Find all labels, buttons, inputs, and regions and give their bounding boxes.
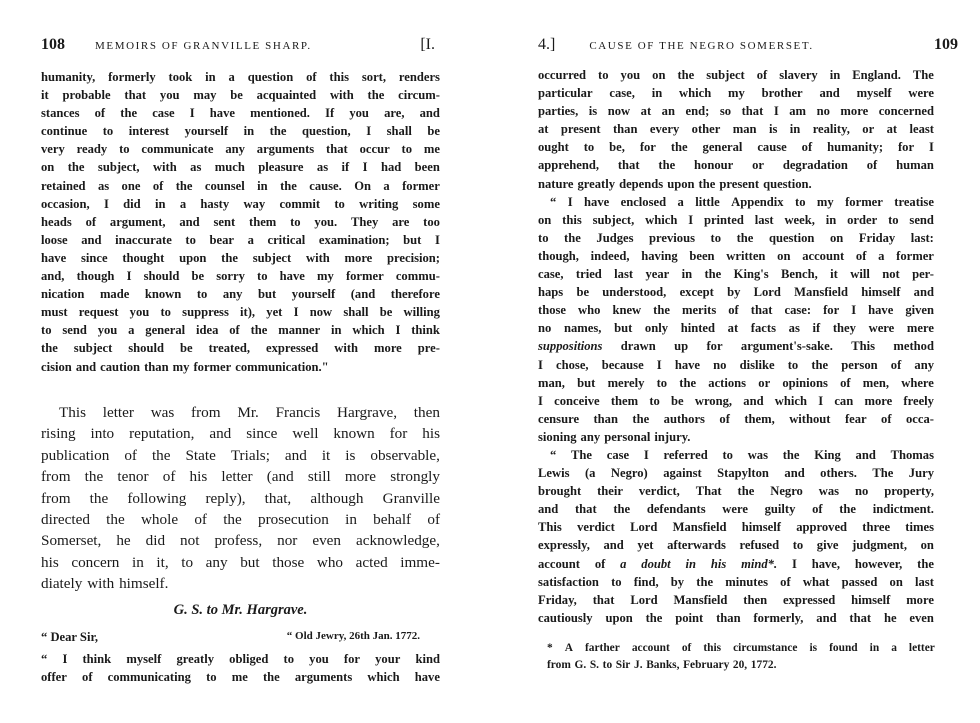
text-line: apprehend, that the honour or degradation of human (538, 158, 934, 173)
text-line: directed the whole of the prosecution in behalf of (41, 511, 440, 529)
right-page (490, 0, 980, 723)
text-line: “ I think myself greatly obliged to you for your kind (41, 652, 440, 666)
page-number: 108 (41, 36, 65, 53)
text-line: This letter was from Mr. Francis Hargrave, then (59, 404, 440, 421)
text-line: Somerset, he did not profess, nor even acknowledge, (41, 532, 440, 550)
text-line: expressly, and yet afterwards refused to give judgment, on (538, 538, 934, 553)
letter-heading: G. S. to Mr. Hargrave. (173, 602, 308, 618)
running-head-left (41, 36, 441, 60)
text-line: very ready to communicate any arguments that occur to me (41, 142, 440, 157)
footnote (547, 640, 935, 674)
text-line: from the tenor of his letter (and still more strongly (41, 468, 440, 486)
text-line: offer of communicating to me the arguments which have (41, 670, 440, 685)
text-line: This verdict Lord Mansfield himself approved three times (538, 520, 934, 535)
running-head-right (538, 36, 958, 60)
text-line: occasion, I did in a hasty way commit to writing some (41, 196, 440, 211)
text-line: from the following reply), that, although Granville (41, 489, 440, 507)
text-line: publication of the State Trials; and it is observable, (41, 446, 440, 464)
text-line: to send you a general idea of the manner in which I think (41, 323, 440, 338)
text-line: humanity, formerly took in a question of this sort, renders (41, 70, 440, 84)
text-line: loose and inaccurate to bear a critical examination; but I (41, 232, 440, 247)
salutation-row (41, 630, 440, 645)
text-line: I conceive them to be wrong, and which I can more freely (538, 393, 934, 408)
text-line: man, but merely to the actions or opinions of men, where (538, 375, 934, 390)
narrative-paragraph (41, 402, 440, 595)
text-line: rising into reputation, and since well known for his (41, 425, 440, 443)
text-line: on the subject, with as much pleasure as if I had been (41, 160, 440, 175)
section-mark: [I. (420, 36, 435, 53)
text-line: haps be understood, except by Lord Mansfield himself and (538, 285, 934, 300)
letter-continuation (538, 66, 934, 627)
text-line: cautiously upon the point than formerly, and that he even (538, 610, 934, 625)
running-title: MEMOIRS OF GRANVILLE SHARP. (95, 40, 312, 52)
text-line: censure than the authors of them, without fear of occa- (538, 411, 934, 426)
text-line: Lewis (a Negro) against Stapylton and others. The Jury (538, 466, 934, 481)
text-line: case, tried last year in the King's Bench, it will not per- (538, 267, 934, 282)
dateline: “ Old Jewry, 26th Jan. 1772. (286, 630, 420, 642)
footnote-line: * A farther account of this circumstance is found in a letter (547, 642, 935, 654)
text-line: have since thought upon the subject with more precision; (41, 250, 440, 265)
text-line: the subject should be treated, expressed with more pre- (41, 341, 440, 356)
text-line: retained as one of the counsel in the cause. On a former (41, 178, 440, 193)
salutation: “ Dear Sir, (41, 630, 99, 644)
text-line: occurred to you on the subject of slavery in England. The (538, 68, 934, 82)
text-line: I chose, because I have no dislike to the person of any (538, 357, 934, 372)
text-line: account of a doubt in his mind*. I have, however, the (538, 556, 934, 571)
footnote-line: from G. S. to Sir J. Banks, February 20, 1772. (547, 659, 777, 671)
text-line: heads of argument, and sent them to you. They are too (41, 214, 440, 229)
text-line: particular case, in which my brother and myself were (538, 86, 934, 101)
page-number: 109 (934, 36, 958, 53)
letter-excerpt (41, 68, 440, 376)
text-line: “ The case I referred to was the King and Thomas (550, 447, 934, 462)
text-line: stances of the case I have mentioned. If you are, and (41, 106, 440, 121)
text-line: to the Judges previous to the question on Friday last: (538, 230, 934, 245)
text-line: and, though I should be sorry to have my former commu- (41, 269, 440, 284)
text-line: parties, is now at an end; so that I am no more concerned (538, 104, 934, 119)
text-line: sioning any personal injury. (538, 429, 691, 444)
text-line: it probable that you may be acquainted with the circum- (41, 88, 440, 103)
running-title: CAUSE OF THE NEGRO SOMERSET. (589, 40, 814, 52)
text-line: brought their verdict, That the Negro was no property, (538, 484, 934, 499)
section-mark: 4.] (538, 36, 556, 53)
text-line: suppositions drawn up for argument's-sake. This method (538, 339, 934, 354)
reply-letter-start (41, 650, 440, 686)
text-line: on this subject, which I printed last week, in order to send (538, 212, 934, 227)
text-line: must request you to suppress it), yet I now shall be willing (41, 305, 440, 320)
text-line: and that the defendants were guilty of the indictment. (538, 502, 934, 517)
text-line: continue to interest yourself in the question, I shall be (41, 124, 440, 139)
text-line: diately with himself. (41, 575, 169, 593)
text-line: cision and caution than my former communication." (41, 359, 329, 374)
text-line: at present than every other man is in reality, or at least (538, 122, 934, 137)
text-line: those who knew the merits of that case: for I have given (538, 303, 934, 318)
text-line: nature greatly depends upon the present question. (538, 176, 812, 191)
text-line: though, indeed, having been written on account of a former (538, 248, 934, 263)
text-line: no names, but only hinted at facts as if they were mere (538, 321, 934, 336)
text-line: Friday, that Lord Mansfield then expressed himself more (538, 592, 934, 607)
text-line: satisfaction to find, by the minutes of what passed on last (538, 574, 934, 589)
text-line: “ I have enclosed a little Appendix to my former treatise (550, 194, 934, 209)
text-line: his concern in it, to any but those who acted imme- (41, 553, 440, 571)
text-line: nication made known to any but yourself (and therefore (41, 287, 440, 302)
text-line: ought to be, for the general cause of humanity; for I (538, 140, 934, 155)
letter-heading-block (41, 602, 440, 619)
